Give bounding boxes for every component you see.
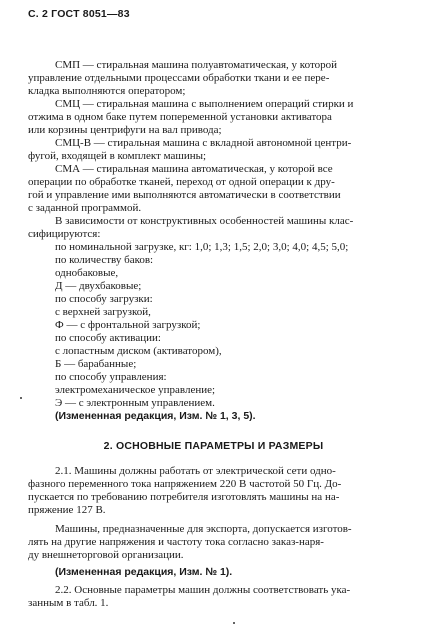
text-line: сифицируются: — [28, 228, 101, 240]
amendment-note: (Измененная редакция, Изм. № 1). — [55, 566, 233, 578]
text-line: по номинальной загрузке, кг: 1,0; 1,3; 1,5; 2,0; 3,0; 4,0; 4,5; 5,0; — [55, 241, 349, 253]
text-line: по способу активации: — [55, 332, 161, 344]
text-line: по способу управления: — [55, 371, 167, 383]
amendment-note: (Измененная редакция, Изм. № 1, 3, 5). — [55, 410, 256, 422]
text-line: СМЦ-В — стиральная машина с вкладной автономной центри- — [55, 137, 352, 149]
text-line: пряжение 127 В. — [28, 504, 106, 516]
text-line: однобаковые, — [55, 267, 119, 279]
scan-speck — [233, 622, 235, 624]
section-title: 2. ОСНОВНЫЕ ПАРАМЕТРЫ И РАЗМЕРЫ — [103, 440, 324, 452]
text-line: Б — барабанные; — [55, 358, 137, 370]
text-line: Ф — с фронтальной загрузкой; — [55, 319, 201, 331]
text-line: фазного переменного тока напряжением 220 В частотой 50 Гц. До- — [28, 478, 342, 490]
text-line: кладка выполняются оператором; — [28, 85, 186, 97]
text-line: гой и управление ими выполняются автоматически в соответствии — [28, 189, 341, 201]
text-line: с лопастным диском (активатором), — [55, 345, 222, 357]
text-line: Э — с электронным управлением. — [55, 397, 215, 409]
text-line: пускается по требованию потребителя изготовлять машины на на- — [28, 491, 340, 503]
text-line: с верхней загрузкой, — [55, 306, 151, 318]
scan-speck — [20, 397, 22, 399]
text-line: фугой, входящей в комплект машины; — [28, 150, 207, 162]
text-line: операции по обработке тканей, переход от одной операции к дру- — [28, 176, 335, 188]
text-line: с заданной программой. — [28, 202, 142, 214]
text-line: по способу загрузки: — [55, 293, 153, 305]
text-line: по количеству баков: — [55, 254, 154, 266]
text-line: СМА — стиральная машина автоматическая, у которой все — [55, 163, 333, 175]
text-line: Машины, предназначенные для экспорта, допускается изготов- — [55, 523, 352, 535]
text-line: 2.1. Машины должны работать от электрической сети одно- — [55, 465, 336, 477]
text-line: занным в табл. 1. — [28, 597, 109, 609]
text-line: или корзины центрифуги на вал привода; — [28, 124, 222, 136]
text-line: ду внешнеторговой организации. — [28, 549, 184, 561]
page-header: С. 2 ГОСТ 8051—83 — [28, 8, 130, 20]
text-line: отжима в одном баке путем попеременной установки активатора — [28, 111, 332, 123]
text-line: СМП — стиральная машина полуавтоматическая, у которой — [55, 59, 337, 71]
text-line: Д — двухбаковые; — [55, 280, 142, 292]
text-line: управление отдельными процессами обработки ткани и ее пере- — [28, 72, 330, 84]
text-line: лять на другие напряжения и частоту тока согласно заказ-наря- — [28, 536, 324, 548]
text-line: СМЦ — стиральная машина с выполнением операций стирки и — [55, 98, 354, 110]
text-line: электромеханическое управление; — [55, 384, 216, 396]
text-line: В зависимости от конструктивных особенностей машины клас- — [55, 215, 354, 227]
text-line: 2.2. Основные параметры машин должны соответствовать ука- — [55, 584, 351, 596]
